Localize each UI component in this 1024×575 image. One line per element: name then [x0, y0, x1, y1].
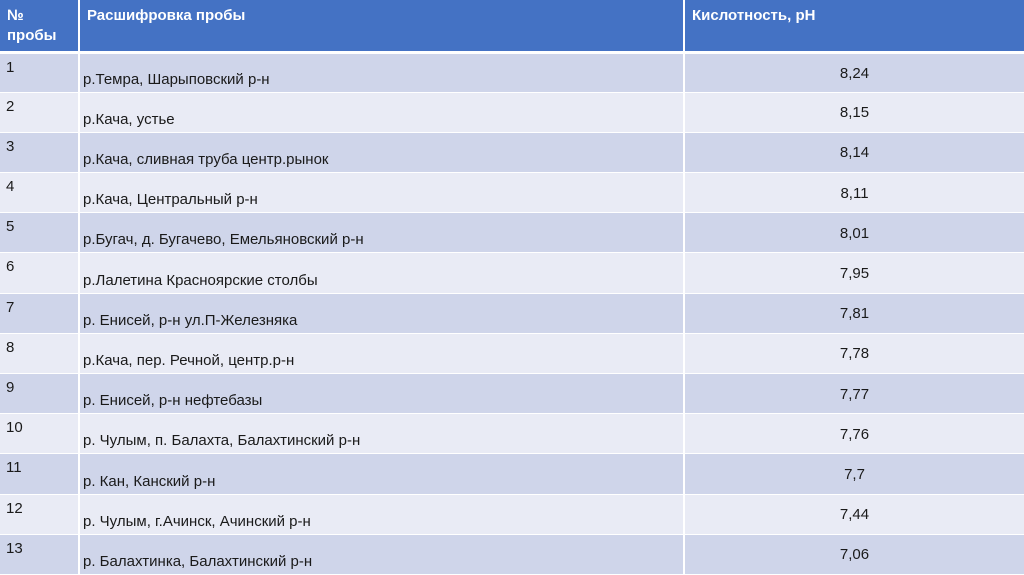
table-row	[0, 454, 1024, 494]
cell-sample-number: 4	[0, 173, 79, 213]
cell-sample-name: р.Темра, Шарыповский р-н	[79, 52, 684, 92]
cell-sample-name: р.Кача, устье	[79, 92, 684, 132]
cell-ph-value: 7,06	[684, 534, 1024, 574]
cell-ph-value: 7,7	[684, 454, 1024, 494]
cell-sample-number: 11	[0, 454, 79, 494]
table-row	[0, 173, 1024, 213]
cell-ph-value: 8,24	[684, 52, 1024, 92]
cell-sample-number: 8	[0, 333, 79, 373]
cell-ph-value: 8,11	[684, 173, 1024, 213]
table-row	[0, 534, 1024, 574]
cell-sample-name: р. Балахтинка, Балахтинский р-н	[79, 534, 684, 574]
cell-sample-name: р.Кача, пер. Речной, центр.р-н	[79, 333, 684, 373]
cell-sample-number: 2	[0, 92, 79, 132]
cell-sample-number: 12	[0, 494, 79, 534]
cell-ph-value: 8,15	[684, 92, 1024, 132]
header-ph: Кислотность, pH	[684, 0, 1024, 52]
cell-sample-number: 7	[0, 293, 79, 333]
cell-sample-name: р. Енисей, р-н ул.П-Железняка	[79, 293, 684, 333]
cell-sample-number: 1	[0, 52, 79, 92]
cell-sample-name: р. Чулым, г.Ачинск, Ачинский р-н	[79, 494, 684, 534]
cell-ph-value: 7,95	[684, 253, 1024, 293]
table-row	[0, 494, 1024, 534]
table-body	[0, 52, 1024, 574]
cell-sample-number: 5	[0, 213, 79, 253]
table-header-row	[0, 0, 1024, 52]
cell-ph-value: 7,81	[684, 293, 1024, 333]
cell-sample-name: р.Лалетина Красноярские столбы	[79, 253, 684, 293]
table-row	[0, 52, 1024, 92]
table-row	[0, 213, 1024, 253]
header-sample-name: Расшифровка пробы	[79, 0, 684, 52]
cell-sample-name: р. Енисей, р-н нефтебазы	[79, 374, 684, 414]
cell-sample-name: р. Чулым, п. Балахта, Балахтинский р-н	[79, 414, 684, 454]
cell-sample-number: 10	[0, 414, 79, 454]
header-sample-number: № пробы	[0, 0, 79, 52]
cell-sample-name: р.Кача, Центральный р-н	[79, 173, 684, 213]
table-row	[0, 374, 1024, 414]
cell-sample-number: 13	[0, 534, 79, 574]
table-row	[0, 293, 1024, 333]
table-row	[0, 132, 1024, 172]
cell-ph-value: 7,77	[684, 374, 1024, 414]
cell-ph-value: 8,01	[684, 213, 1024, 253]
cell-sample-name: р. Кан, Канский р-н	[79, 454, 684, 494]
table-row	[0, 333, 1024, 373]
cell-sample-name: р.Кача, сливная труба центр.рынок	[79, 132, 684, 172]
table-row	[0, 92, 1024, 132]
cell-ph-value: 7,78	[684, 333, 1024, 373]
cell-sample-name: р.Бугач, д. Бугачево, Емельяновский р-н	[79, 213, 684, 253]
table-row	[0, 414, 1024, 454]
cell-sample-number: 9	[0, 374, 79, 414]
table-row	[0, 253, 1024, 293]
cell-sample-number: 6	[0, 253, 79, 293]
cell-ph-value: 8,14	[684, 132, 1024, 172]
cell-sample-number: 3	[0, 132, 79, 172]
cell-ph-value: 7,44	[684, 494, 1024, 534]
cell-ph-value: 7,76	[684, 414, 1024, 454]
